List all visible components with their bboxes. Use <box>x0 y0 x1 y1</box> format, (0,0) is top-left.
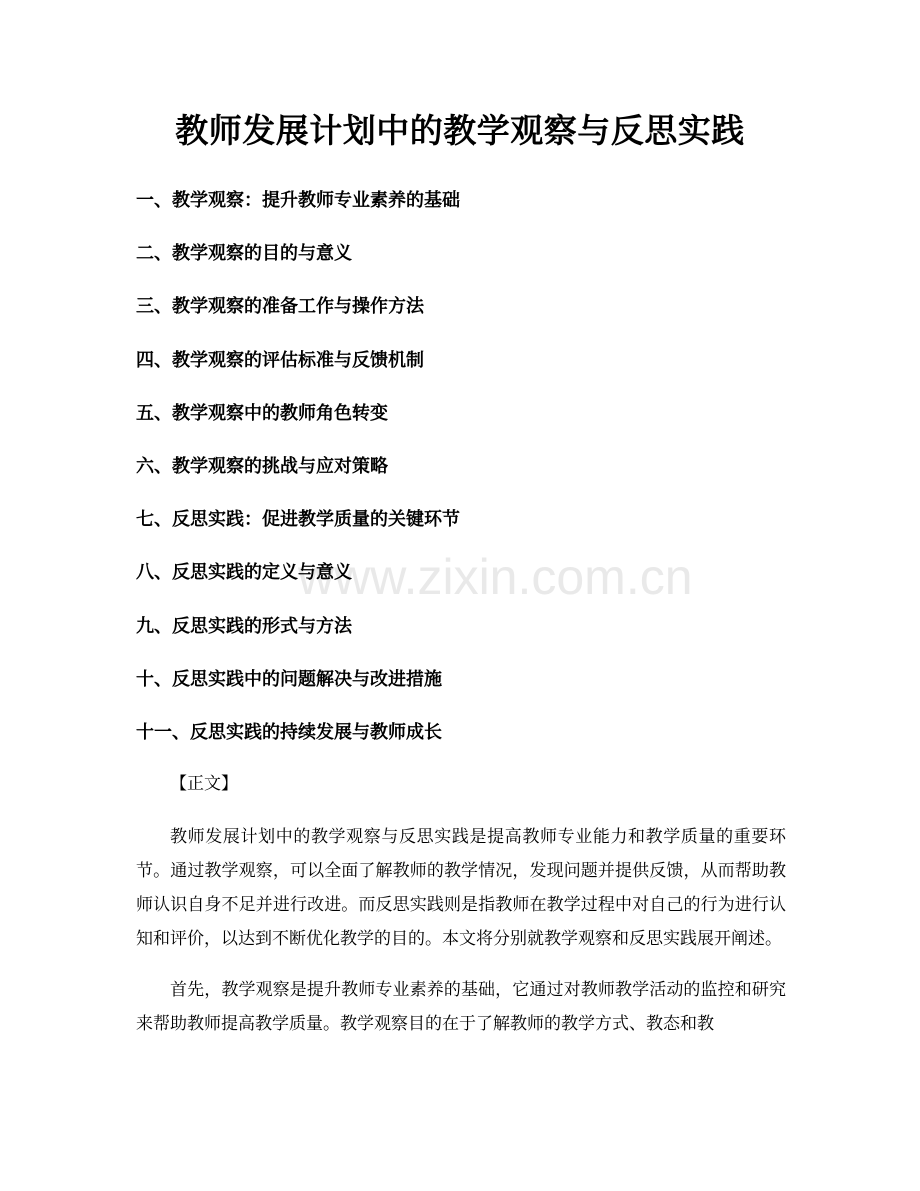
watermark: www.zixin.com.cn <box>298 549 693 605</box>
toc-item: 十一、反思实践的持续发展与教师成长 <box>136 721 442 743</box>
document-title: 教师发展计划中的教学观察与反思实践 <box>175 111 745 150</box>
toc-item: 二、教学观察的目的与意义 <box>136 243 352 265</box>
body-paragraph: 首先，教学观察是提升教师专业素养的基础，它通过对教师教学活动的监控和研究来帮助教师提高教学质量。教学观察目的在于了解教师的教学方式、教态和教 <box>136 980 786 1034</box>
body-paragraph: 教师发展计划中的教学观察与反思实践是提高教师专业能力和教学质量的重要环节。通过教学观察，可以全面了解教师的教学情况，发现问题并提供反馈，从而帮助教师认识自身不足并进行改进。而反思实践则是指教师在教学过程中对自己的行为进行认知和评价，以达到不断优化教学的目的。本文将分别就教学观察和反思实践展开阐述。 <box>136 827 786 949</box>
table-of-contents <box>136 187 836 772</box>
toc-item: 四、教学观察的评估标准与反馈机制 <box>136 349 424 371</box>
toc-item: 五、教学观察中的教师角色转变 <box>136 402 388 424</box>
section-marker: 【正文】 <box>170 774 238 794</box>
document-body <box>136 820 786 1058</box>
toc-item: 三、教学观察的准备工作与操作方法 <box>136 296 424 318</box>
toc-item: 六、教学观察的挑战与应对策略 <box>136 455 388 477</box>
toc-item: 十、反思实践中的问题解决与改进措施 <box>136 668 442 690</box>
toc-item: 七、反思实践：促进教学质量的关键环节 <box>136 509 460 531</box>
toc-item: 一、教学观察：提升教师专业素养的基础 <box>136 190 460 211</box>
toc-item: 九、反思实践的形式与方法 <box>136 615 352 637</box>
toc-item: 八、反思实践的定义与意义 <box>136 562 352 584</box>
